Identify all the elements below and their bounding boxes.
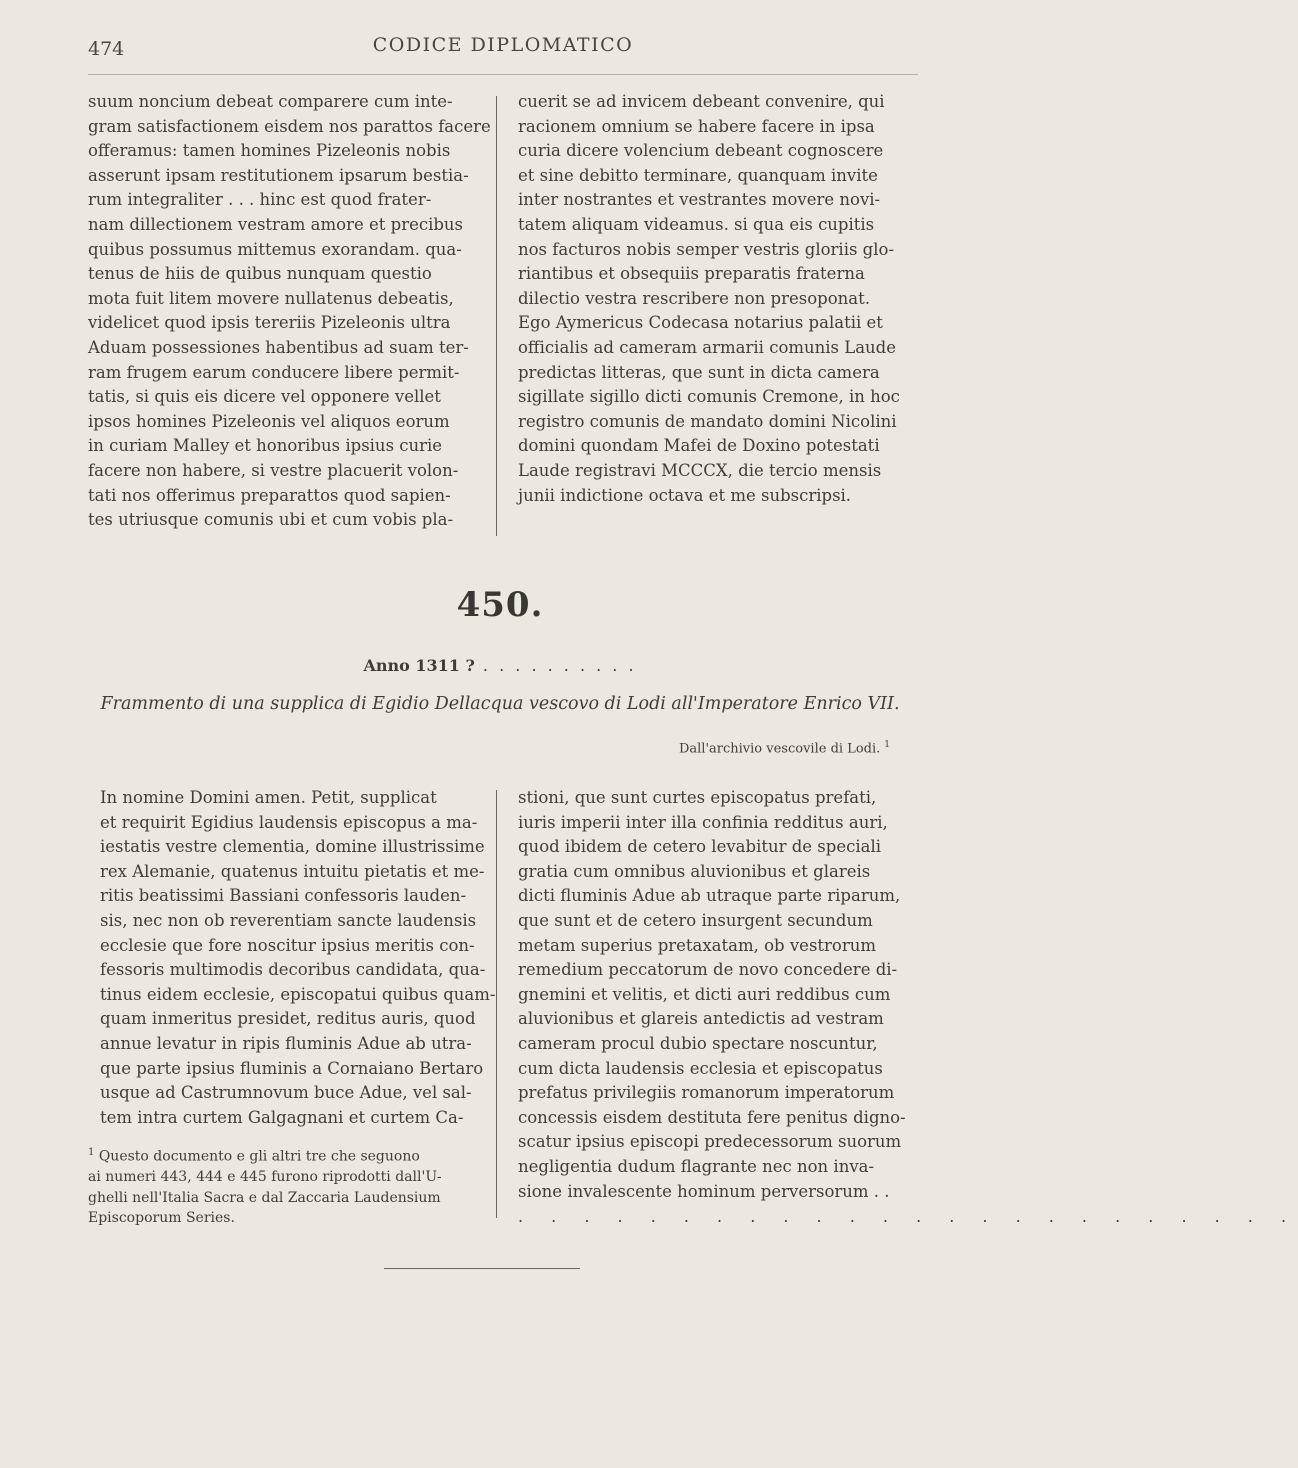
document-summary: Frammento di una supplica di Egidio Dellacqua vescovo di Lodi all'Imperatore Enrico VII. [100, 694, 900, 714]
text-line: sis, nec non ob reverentiam sancte laudensis [100, 910, 477, 930]
text-line: racionem omnium se habere facere in ipsa [518, 116, 875, 136]
text-line: que sunt et de cetero insurgent secundum [518, 910, 873, 930]
text-line: remedium peccatorum de novo concedere di- [518, 960, 898, 980]
text-line: nos facturos nobis semper vestris gloriis glo- [518, 239, 895, 259]
text-line: gratia cum omnibus aluvionibus et glareis [518, 861, 871, 881]
text-line: rum integraliter . . . hinc est quod frater- [88, 190, 432, 210]
lower-right-column [518, 786, 928, 1204]
document-date-dots: . . . . . . . . . . [474, 656, 637, 675]
text-line: predictas litteras, que sunt in dicta camera [518, 362, 880, 382]
omission-ellipsis: . . . . . . . . . . . . . . . . . . . . . . . . [518, 1207, 1298, 1226]
text-line: sione invalescente hominum perversorum . . [518, 1181, 890, 1201]
text-line: Laude registravi MCCCX, die tercio mensis [518, 460, 882, 480]
text-line: ipsos homines Pizeleonis vel aliquos eorum [88, 411, 450, 431]
text-line: inter nostrantes et vestrantes movere novi- [518, 190, 881, 210]
text-line: tes utriusque comunis ubi et cum vobis pla- [88, 510, 454, 530]
text-line: tenus de hiis de quibus nunquam questio [88, 264, 432, 284]
text-line: negligentia dudum flagrante nec non inva- [518, 1156, 875, 1176]
text-line: mota fuit litem movere nullatenus debeatis, [88, 288, 454, 308]
text-line: tati nos offerimus preparattos quod sapien- [88, 485, 451, 505]
text-line: ecclesie que fore noscitur ipsius meritis con- [100, 935, 475, 955]
text-line: tinus eidem ecclesie, episcopatui quibus quam- [100, 984, 496, 1004]
text-line: et requirit Egidius laudensis episcopus a ma- [100, 812, 478, 832]
running-title: CODICE DIPLOMATICO [372, 34, 634, 56]
text-line: in curiam Malley et honoribus ipsius curie [88, 436, 443, 456]
footnote-line: ai numeri 443, 444 e 445 furono riprodotti dall'U- [88, 1169, 442, 1186]
lower-left-column [100, 786, 496, 1130]
text-line: metam superius pretaxatam, ob vestrorum [518, 935, 877, 955]
page-number: 474 [88, 38, 125, 60]
footnote-marker: 1 [88, 1147, 95, 1158]
text-line: junii indictione octava et me subscripsi. [518, 485, 852, 505]
document-date [0, 656, 1000, 675]
document-number: 450. [456, 585, 544, 625]
text-line: nam dillectionem vestram amore et precibus [88, 214, 464, 234]
text-line: fessoris multimodis decoribus candidata, qua- [100, 960, 486, 980]
lower-column-divider [496, 790, 497, 1218]
document-source-text: Dall'archivio vescovile di Lodi. [678, 741, 881, 757]
footnote-line [88, 1143, 488, 1167]
text-line: usque ad Castrumnovum buce Adue, vel sal- [100, 1083, 472, 1103]
upper-left-column [88, 90, 491, 533]
text-line: officialis ad cameram armarii comunis Laude [518, 337, 897, 357]
text-line: cuerit se ad invicem debeant convenire, qui [518, 92, 885, 111]
text-line: scatur ipsius episcopi predecessorum suorum [518, 1132, 902, 1152]
text-line: iuris imperii inter illa confinia redditus auri, [518, 812, 888, 832]
running-head [88, 30, 918, 64]
upper-right-column [518, 90, 928, 508]
text-line: suum noncium debeat comparere cum inte- [88, 92, 453, 111]
text-line: gram satisfactionem eisdem nos parattos facere [88, 116, 491, 136]
footnote-line: ghelli nell'Italia Sacra e dal Zaccaria Laudensium [88, 1189, 441, 1206]
text-line: sigillate sigillo dicti comunis Cremone, in hoc [518, 387, 900, 407]
footnote-text: Questo documento e gli altri tre che seguono [98, 1148, 420, 1165]
text-line: registro comunis de mandato domini Nicolini [518, 411, 897, 431]
text-line: et sine debitto terminare, quanquam invite [518, 165, 878, 185]
text-line: iestatis vestre clementia, domine illustrissime [100, 837, 485, 857]
text-line: dilectio vestra rescribere non presoponat. [518, 288, 870, 308]
text-line: aluvionibus et glareis antedictis ad vestram [518, 1009, 884, 1029]
text-line: riantibus et obsequiis preparatis fraterna [518, 264, 865, 284]
footnote-ref: 1 [884, 740, 890, 750]
text-line: asserunt ipsam restitutionem ipsarum bestia- [88, 165, 469, 185]
text-line: prefatus privilegiis romanorum imperatorum [518, 1083, 895, 1103]
text-line: tatem aliquam videamus. si qua eis cupitis [518, 214, 875, 234]
text-line: ritis beatissimi Bassiani confessoris lauden- [100, 886, 467, 906]
text-line: facere non habere, si vestre placuerit volon- [88, 460, 459, 480]
text-line: que parte ipsius fluminis a Cornaiano Bertaro [100, 1058, 484, 1078]
text-line: annue levatur in ripis fluminis Adue ab utra- [100, 1033, 472, 1053]
footnote-line: Episcoporum Series. [88, 1210, 235, 1227]
text-line: tatis, si quis eis dicere vel opponere vellet [88, 387, 441, 407]
text-line: curia dicere volencium debeant cognoscere [518, 141, 884, 161]
text-line: cameram procul dubio spectare noscuntur, [518, 1033, 878, 1053]
text-line: Aduam possessiones habentibus ad suam ter- [88, 337, 469, 357]
text-line: offeramus: tamen homines Pizeleonis nobis [88, 141, 451, 161]
upper-column-divider [496, 96, 497, 536]
text-line: concessis eisdem destituta fere penitus digno- [518, 1107, 906, 1127]
text-line: cum dicta laudensis ecclesia et episcopatus [518, 1058, 883, 1078]
text-line: tem intra curtem Galgagnani et curtem Ca- [100, 1107, 464, 1127]
footnote [88, 1143, 488, 1229]
text-line: dicti fluminis Adue ab utraque parte riparum, [518, 886, 901, 906]
text-line: quod ibidem de cetero levabitur de speciali [518, 837, 882, 857]
text-line: gnemini et velitis, et dicti auri reddibus cum [518, 984, 891, 1004]
text-line: stioni, que sunt curtes episcopatus prefati, [518, 788, 877, 807]
document-date-text: Anno 1311 ? [363, 656, 475, 675]
text-line: videlicet quod ipsis tereriis Pizeleonis ultra [88, 313, 451, 333]
end-rule [384, 1268, 580, 1269]
text-line: quibus possumus mittemus exorandam. qua- [88, 239, 462, 259]
text-line: domini quondam Mafei de Doxino potestati [518, 436, 880, 456]
text-line: Ego Aymericus Codecasa notarius palatii et [518, 313, 883, 333]
text-line: rex Alemanie, quatenus intuitu pietatis et me- [100, 861, 485, 881]
document-source [679, 740, 890, 756]
header-rule [88, 74, 918, 75]
text-line: quam inmeritus presidet, reditus auris, quod [100, 1009, 476, 1029]
text-line: ram frugem earum conducere libere permit- [88, 362, 460, 382]
text-line: In nomine Domini amen. Petit, supplicat [100, 788, 437, 807]
